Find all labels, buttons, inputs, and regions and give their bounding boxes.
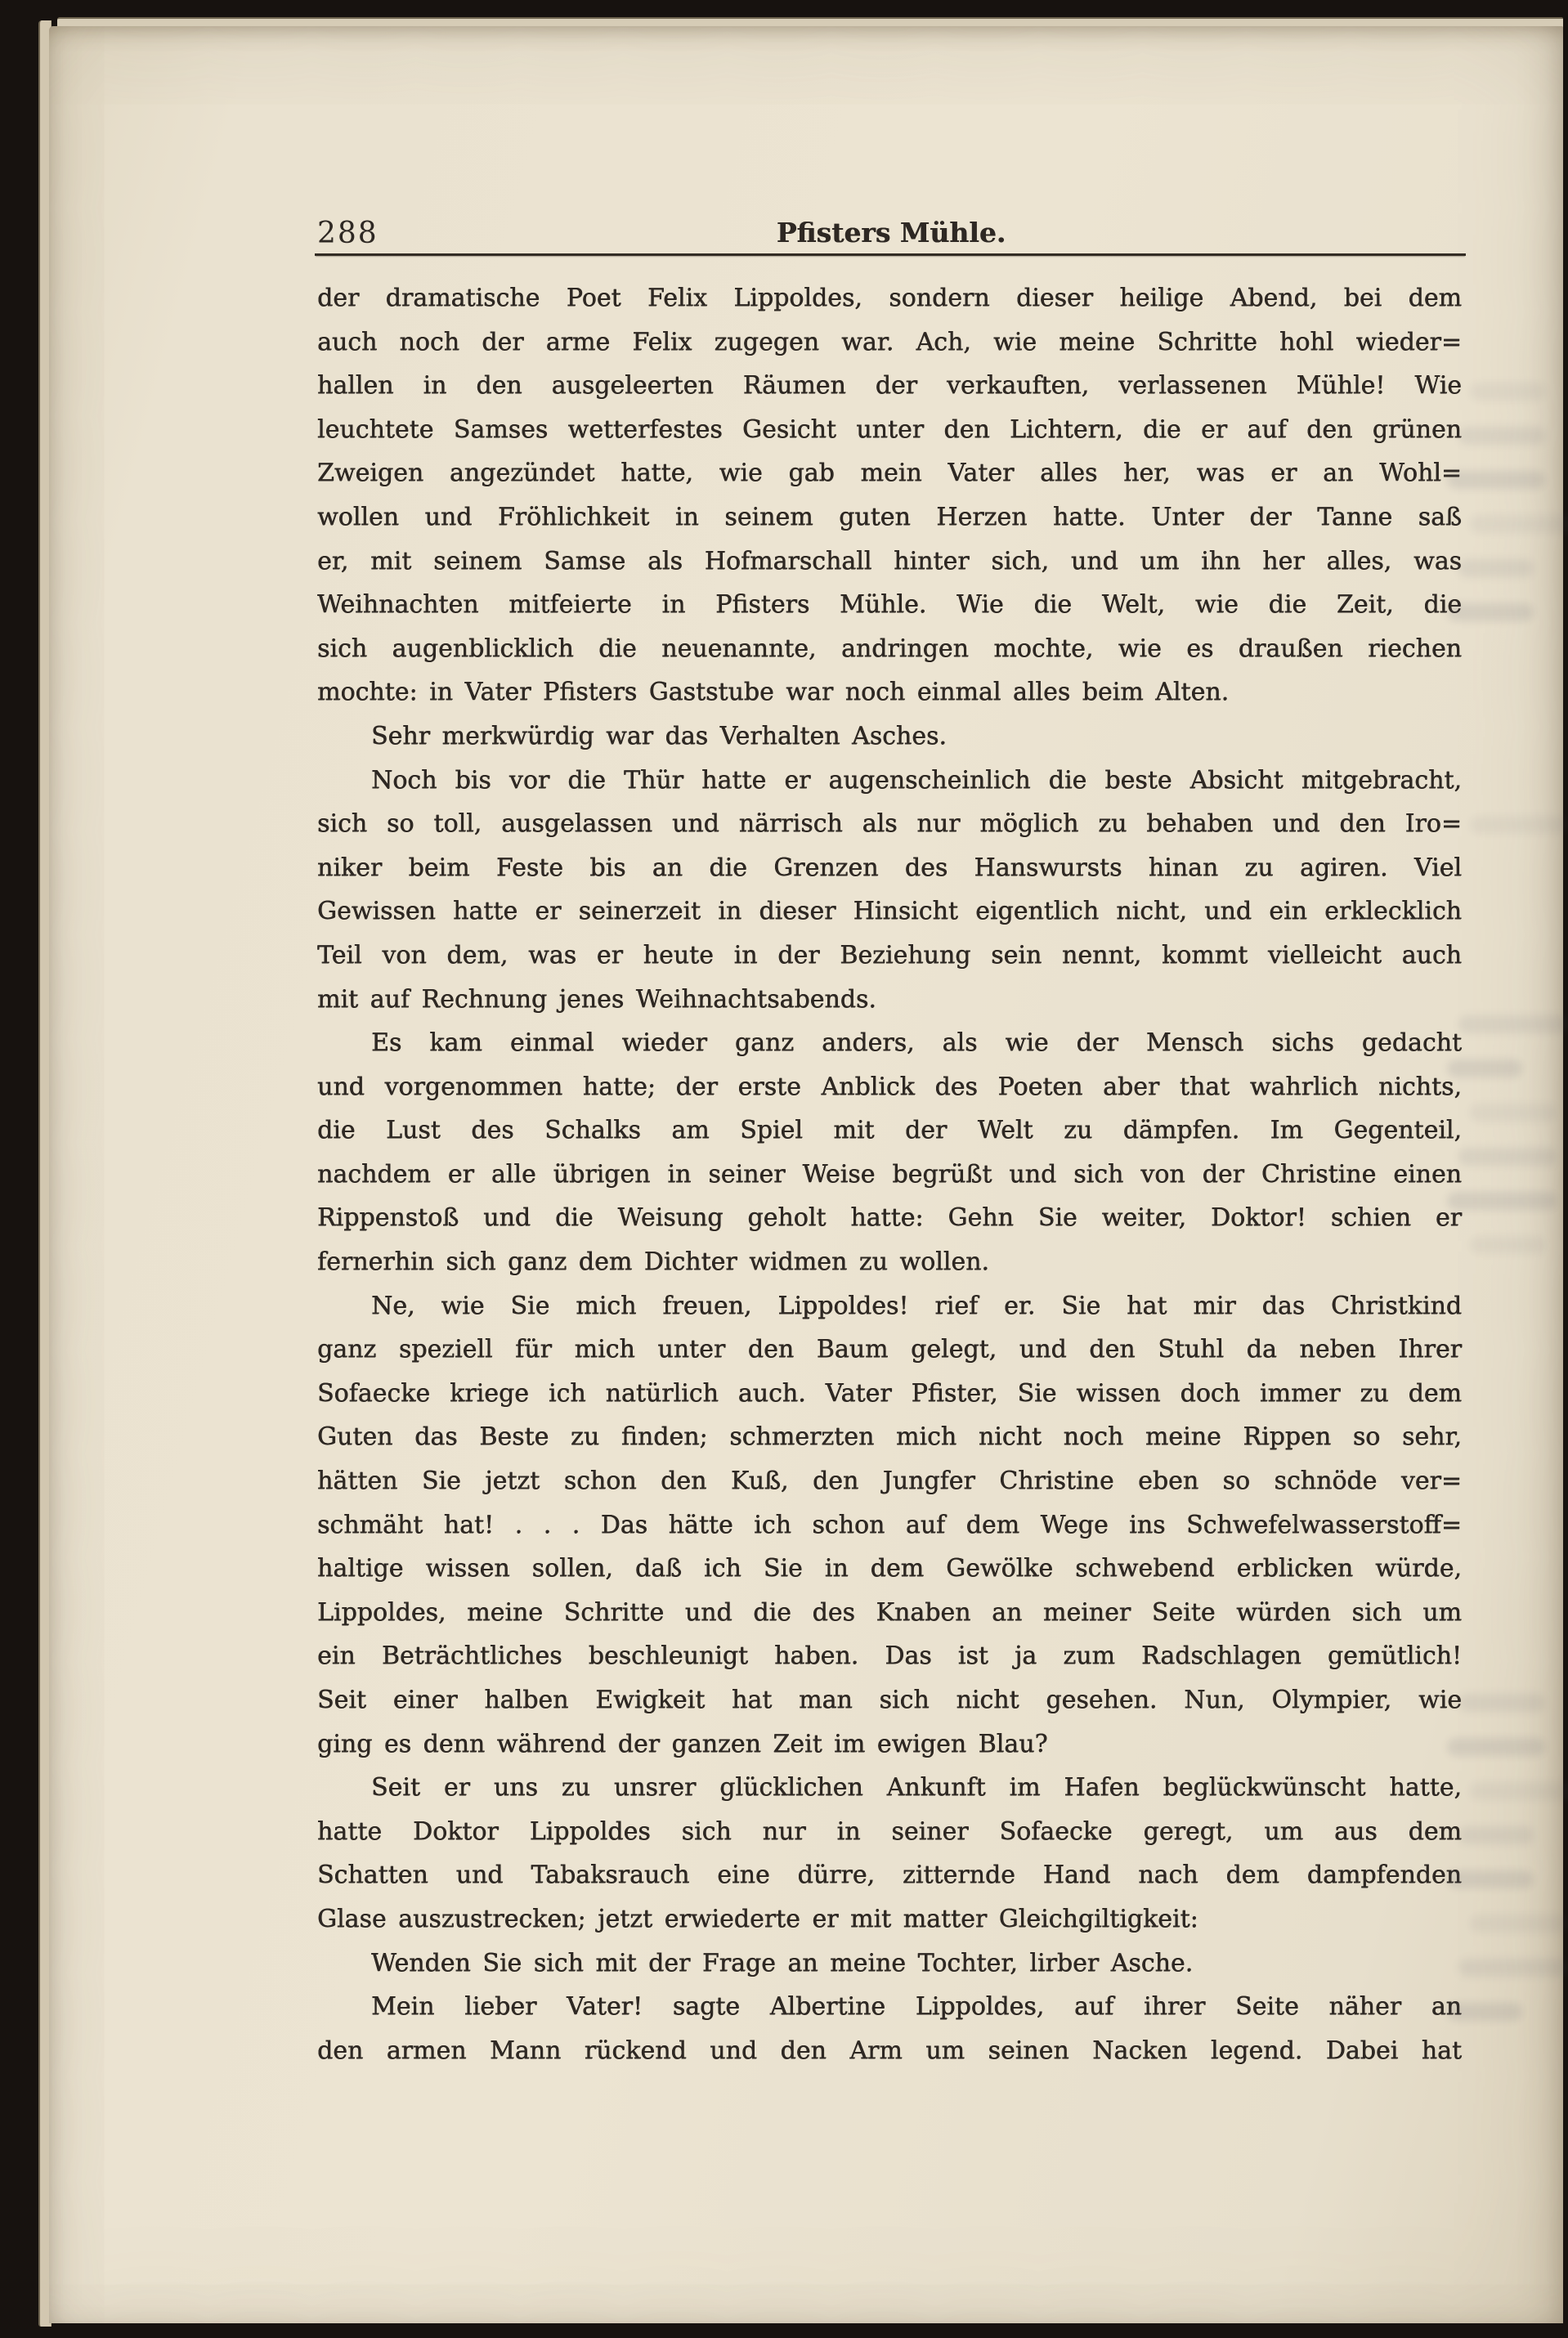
header-rule [315, 253, 1466, 256]
book-page [49, 26, 1563, 2323]
text-line: sich so toll, ausgelassen und närrisch als nur möglich zu behaben und den Iro= [317, 809, 1462, 839]
text-line: die Lust des Schalks am Spiel mit der Welt zu dämpfen. Im Gegenteil, [317, 1116, 1462, 1145]
text-line: wollen und Fröhlichkeit in seinem guten Herzen hatte. Unter der Tanne saß [317, 502, 1462, 531]
text-line: Glase auszustrecken; jetzt erwiederte er mit matter Gleichgiltigkeit: [317, 1904, 1198, 1933]
text-line: ging es denn während der ganzen Zeit im ewigen Blau? [317, 1729, 1048, 1758]
body-text [317, 276, 1462, 2072]
bleed-mark [1458, 1826, 1534, 1844]
bleed-mark [1458, 1148, 1557, 1166]
text-line: fernerhin sich ganz dem Dichter widmen zu wollen. [317, 1247, 989, 1277]
bleed-mark [1447, 2003, 1522, 2021]
text-line: sich augenblicklich die neuenannte, andringen mochte, wie es draußen riechen [317, 634, 1462, 663]
text-line: ein Beträchtliches beschleunigt haben. Das ist ja zum Radschlagen gemütlich! [317, 1642, 1462, 1671]
bleed-mark [1447, 603, 1534, 621]
text-line: ganz speziell für mich unter den Baum gelegt, und den Stuhl da neben Ihrer [317, 1335, 1462, 1364]
text-line: den armen Mann rückend und den Arm um seinen Nacken legend. Dabei hat [317, 2036, 1462, 2065]
text-line: Sofaecke kriege ich natürlich auch. Vater Pfister, Sie wissen doch immer zu dem [317, 1378, 1462, 1408]
page-header [317, 204, 1465, 250]
text-line: Weihnachten mitfeierte in Pfisters Mühle. Wie die Welt, wie die Zeit, die [317, 590, 1462, 620]
bleed-mark [1470, 1236, 1545, 1254]
text-line: Seit einer halben Ewigkeit hat man sich nicht gesehen. Nun, Olympier, wie [317, 1686, 1462, 1714]
bleed-mark [1470, 1782, 1568, 1800]
text-line: schmäht hat! . . . Das hätte ich schon auf dem Wege ins Schwefelwasserstoff= [317, 1510, 1462, 1539]
text-line: Ne, wie Sie mich freuen, Lippoldes! rief er. Sie hat mir das Christkind [371, 1291, 1462, 1320]
bleed-mark [1447, 1738, 1545, 1756]
text-line: Rippenstoß und die Weisung geholt hatte: Gehn Sie weiter, Doktor! schien er [317, 1203, 1462, 1233]
text-line: mochte: in Vater Pfisters Gaststube war noch einmal alles beim Alten. [317, 678, 1230, 707]
text-line: Teil von dem, was er heute in der Beziehung sein nennt, kommt vielleicht auch [317, 940, 1462, 970]
text-line: niker beim Feste bis an die Grenzen des Hanswursts hinan zu agiren. Viel [317, 853, 1462, 882]
bleed-mark [1470, 1104, 1557, 1122]
text-line: Lippoldes, meine Schritte und die des Knaben an meiner Seite würden sich um [317, 1597, 1462, 1627]
bleed-mark [1447, 471, 1545, 489]
text-line: auch noch der arme Felix zugegen war. Ach, wie meine Schritte hohl wieder= [317, 327, 1462, 356]
bleed-mark [1447, 1192, 1557, 1210]
bleed-mark [1470, 383, 1545, 401]
text-line: haltige wissen sollen, daß ich Sie in dem Gewölke schwebend erblicken würde, [317, 1554, 1462, 1583]
page-number: 288 [317, 217, 379, 250]
text-line: Seit er uns zu unsrer glücklichen Ankunft im Hafen beglückwünscht hatte, [371, 1773, 1462, 1803]
text-line: leuchtete Samses wetterfestes Gesicht unter den Lichtern, die er auf den grünen [317, 414, 1462, 444]
bleed-mark [1447, 1870, 1534, 1888]
text-line: Mein lieber Vater! sagte Albertine Lippoldes, auf ihrer Seite näher an [371, 1992, 1462, 2022]
text-line: hätten Sie jetzt schon den Kuß, den Jungfer Christine eben so schnöde ver= [317, 1467, 1462, 1496]
text-line: Sehr merkwürdig war das Verhalten Asches. [371, 721, 947, 750]
text-line: mit auf Rechnung jenes Weihnachtsabends. [317, 984, 876, 1014]
bleed-mark [1470, 515, 1568, 533]
text-line: Gewissen hatte er seinerzeit in dieser Hinsicht eigentlich nicht, und ein erklecklich [317, 897, 1462, 926]
text-line: und vorgenommen hatte; der erste Anblick des Poeten aber that wahrlich nichts, [317, 1072, 1462, 1101]
text-line: Schatten und Tabaksrauch eine dürre, zitternde Hand nach dem dampfenden [317, 1861, 1462, 1890]
text-line: er, mit seinem Samse als Hofmarschall hinter sich, und um ihn her alles, was [317, 546, 1462, 576]
bleed-mark [1447, 1059, 1522, 1077]
text-line: hallen in den ausgeleerten Räumen der verkauften, verlassenen Mühle! Wie [317, 371, 1462, 401]
bleed-mark [1458, 1694, 1545, 1712]
bleed-mark [1470, 1915, 1568, 1933]
text-line: nachdem er alle übrigen in seiner Weise begrüßt und sich von der Christine einen [317, 1159, 1462, 1189]
bleed-mark [1458, 427, 1545, 445]
text-line: der dramatische Poet Felix Lippoldes, sondern dieser heilige Abend, bei dem [317, 284, 1462, 312]
text-line: Noch bis vor die Thür hatte er augenscheinlich die beste Absicht mitgebracht, [371, 765, 1462, 795]
bleed-mark [1458, 1015, 1568, 1033]
bleed-mark [1458, 1959, 1568, 1977]
text-line: Es kam einmal wieder ganz anders, als wie der Mensch sichs gedacht [371, 1028, 1462, 1058]
text-line: Zweigen angezündet hatte, wie gab mein Vater alles her, was er an Wohl= [317, 459, 1462, 488]
running-title: Pfisters Mühle. [776, 217, 1006, 249]
text-line: Wenden Sie sich mit der Frage an meine Tochter, lirber Asche. [371, 1948, 1194, 1977]
bleed-mark [1470, 816, 1568, 834]
bleed-mark [1458, 559, 1534, 577]
text-line: Guten das Beste zu finden; schmerzten mich nicht noch meine Rippen so sehr, [317, 1422, 1462, 1452]
text-line: hatte Doktor Lippoldes sich nur in seiner Sofaecke geregt, um aus dem [317, 1816, 1462, 1846]
